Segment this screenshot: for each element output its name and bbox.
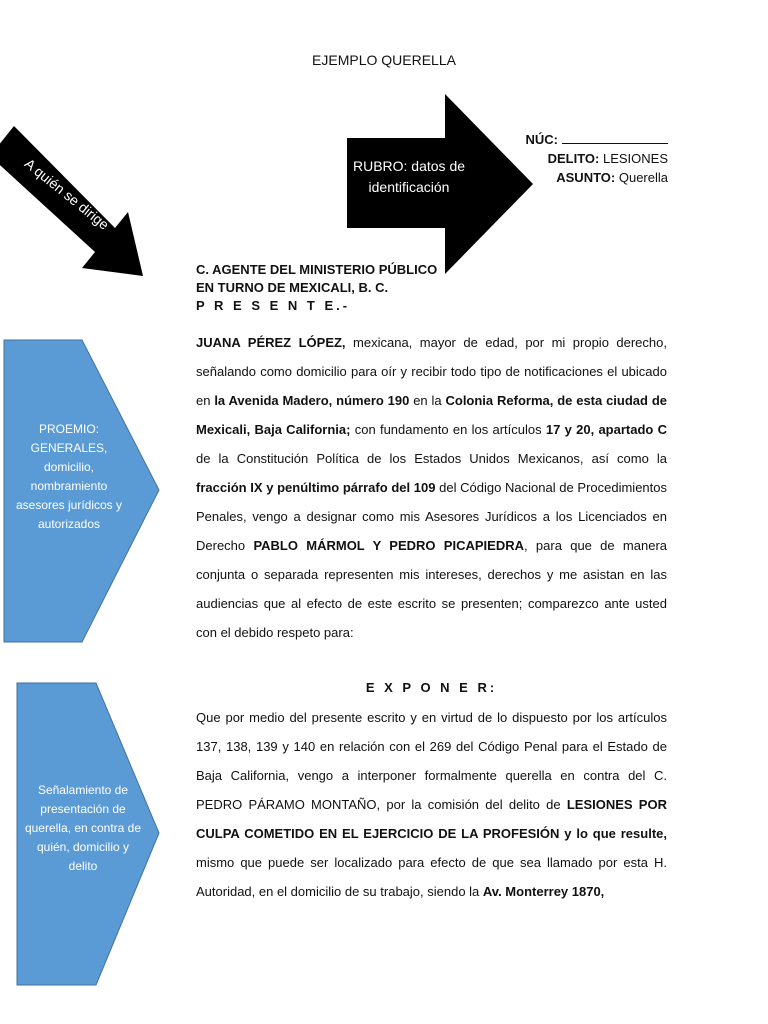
- bold-text-segment: Colonia Reforma, de esta ciudad de Mexicali, Baja California;: [196, 393, 667, 437]
- bold-text-segment: 17 y 20, apartado C: [545, 422, 667, 437]
- exponer-paragraph: [196, 703, 667, 906]
- document-title: EJEMPLO QUERELLA: [312, 52, 456, 68]
- asunto-label: ASUNTO:: [556, 170, 616, 185]
- exponer-heading: E X P O N E R:: [365, 680, 498, 695]
- bold-text-segment: fracción IX y penúltimo párrafo del 109: [196, 480, 436, 495]
- bold-text-segment: Av. Monterrey 1870,: [482, 884, 605, 899]
- nuc-label: NÚC:: [525, 132, 558, 147]
- addressee-line-1: C. AGENTE DEL MINISTERIO PÚBLICO: [196, 262, 438, 277]
- addressee-block: [196, 261, 437, 315]
- proemio-annotation: PROEMIO: GENERALES, domicilio, nombramiento asesores jurídicos y autorizados: [15, 422, 123, 531]
- asunto-row: [526, 168, 669, 187]
- rubro-annotation: [350, 156, 468, 198]
- asunto-value: Querella: [618, 170, 668, 185]
- case-header: [526, 130, 669, 187]
- text-segment: mismo que puede ser localizado para efecto de que sea llamado por esta H. Autoridad, en el domicilio de su trabajo, siendo la: [196, 855, 667, 899]
- proemio-paragraph: [196, 328, 667, 647]
- bold-text-segment: PABLO MÁRMOL Y PEDRO PICAPIEDRA: [253, 538, 524, 553]
- delito-value: LESIONES: [602, 151, 668, 166]
- text-segment: Que por medio del presente escrito y en virtud de lo dispuesto por los artículos 137, 138, 139 y 140 en relación con el 269 del Código Penal para el Estado de Baja California, vengo a interponer formalmente querella en contra del C. PEDRO PÁRAMO MONTAÑO, por la comisión del delito de: [196, 710, 667, 812]
- dirige-annotation: A quién se dirige: [21, 155, 113, 233]
- addressee-line-3: P R E S E N T E.-: [196, 298, 351, 313]
- text-segment: con fundamento en los artículos: [350, 422, 546, 437]
- addressee-line-2: EN TURNO DE MEXICALI, B. C.: [196, 280, 389, 295]
- senalamiento-annotation: Señalamiento de presentación de querella, en contra de quién, domicilio y delito: [24, 783, 142, 873]
- text-segment: de la Constitución Política de los Estados Unidos Mexicanos, así como la: [196, 451, 667, 466]
- nuc-blank-line: [562, 131, 668, 144]
- bold-text-segment: JUANA PÉREZ LÓPEZ,: [196, 335, 346, 350]
- text-segment: mexicana, mayor de edad, por mi propio derecho, señalando como domicilio para oír y recibir todo tipo de notificaciones el ubicado en: [196, 335, 667, 408]
- text-segment: , para que de manera conjunta o separada representen mis intereses, derechos y me asistan en las audiencias que al efecto de este escrito se presenten; comparezco ante usted con el debido respeto para:: [196, 538, 668, 640]
- delito-row: [526, 149, 669, 168]
- text-segment: del Código Nacional de Procedimientos Penales, vengo a designar como mis Asesores Jurídicos a los Licenciados en Derecho: [196, 480, 667, 553]
- text-segment: en la: [409, 393, 446, 408]
- delito-label: DELITO:: [547, 151, 600, 166]
- rubro-line-2: identificación: [368, 179, 450, 195]
- bold-text-segment: la Avenida Madero, número 190: [214, 393, 410, 408]
- rubro-line-1: RUBRO: datos de: [352, 158, 466, 174]
- nuc-row: [526, 130, 669, 149]
- bold-text-segment: LESIONES POR CULPA COMETIDO EN EL EJERCICIO DE LA PROFESIÓN y lo que resulte,: [196, 797, 667, 841]
